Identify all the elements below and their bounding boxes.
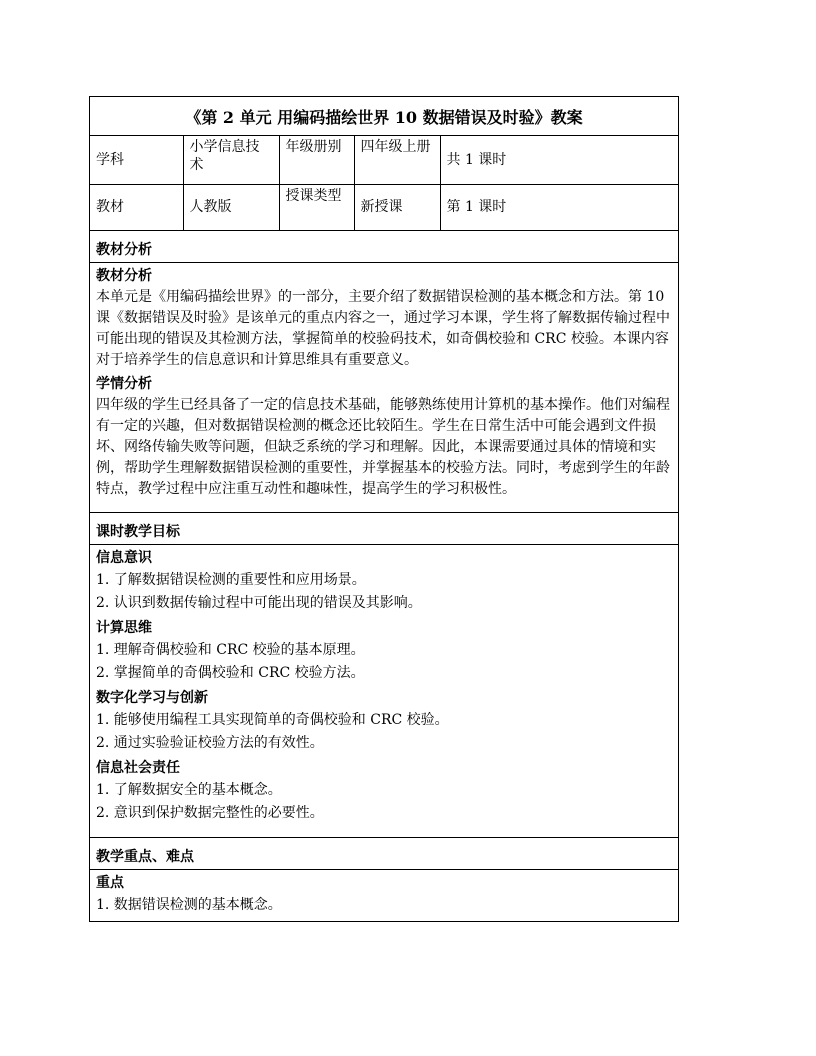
meta-table (90, 136, 678, 231)
goal-item: 2. 掌握简单的奇偶校验和 CRC 校验方法。 (96, 664, 365, 681)
subject-label: 学科 (90, 136, 183, 184)
key-point-title: 重点 (96, 874, 124, 891)
key-point-item: 1. 数据错误检测的基本概念。 (96, 896, 282, 913)
subject-value: 小学信息技术 (183, 136, 279, 184)
goal-item: 1. 了解数据错误检测的重要性和应用场景。 (96, 571, 366, 588)
student-analysis-text: 四年级的学生已经具备了一定的信息技术基础，能够熟练使用计算机的基本操作。他们对编程有一定的兴趣，但对数据错误检测的概念还比较陌生。学生在日常生活中可能会遇到文件损坏、网络传输失败等问题，但缺乏系统的学习和理解。因此，本课需要通过具体的情境和实例，帮助学生理解数据错误检测的重要性，并掌握基本的校验方法。同时，考虑到学生的年龄特点，教学过程中应注重互动性和趣味性，提高学生的学习积极性。 (96, 396, 670, 497)
goals-heading: 课时教学目标 (90, 513, 678, 545)
total-hours: 共 1 课时 (440, 136, 678, 184)
goals-section (90, 513, 678, 838)
analysis-section (90, 231, 678, 513)
grade-label: 年级册别 (279, 136, 354, 184)
goal-item: 1. 了解数据安全的基本概念。 (96, 781, 282, 798)
goal-group-title: 数字化学习与创新 (96, 689, 208, 706)
current-hour: 第 1 课时 (440, 184, 678, 230)
goal-item: 2. 认识到数据传输过程中可能出现的错误及其影响。 (96, 594, 422, 611)
goal-item: 2. 意识到保护数据完整性的必要性。 (96, 804, 324, 821)
goal-item: 2. 通过实验验证校验方法的有效性。 (96, 734, 324, 751)
goal-group-title: 计算思维 (96, 619, 152, 636)
goal-group-title: 信息意识 (96, 549, 152, 566)
key-points-heading: 教学重点、难点 (90, 838, 678, 870)
goal-item: 1. 能够使用编程工具实现简单的奇偶校验和 CRC 校验。 (96, 711, 449, 728)
analysis-heading: 教材分析 (90, 231, 678, 263)
meta-row-1 (90, 136, 678, 184)
goal-group-title: 信息社会责任 (96, 759, 180, 776)
goal-item: 1. 理解奇偶校验和 CRC 校验的基本原理。 (96, 641, 365, 658)
lesson-type-value: 新授课 (354, 184, 440, 230)
material-analysis-text: 本单元是《用编码描绘世界》的一部分，主要介绍了数据错误检测的基本概念和方法。第 10 课《数据错误及时验》是该单元的重点内容之一，通过学习本课，学生将了解数据传输过程中可能出现的错误及其检测方法，掌握简单的校验码技术，如奇偶校验和 CRC 校验。本课内容对于培养学生的信息意识和计算思维具有重要意义。 (96, 288, 670, 368)
grade-value: 四年级上册 (354, 136, 440, 184)
textbook-value: 人教版 (183, 184, 279, 230)
material-analysis-title: 教材分析 (96, 267, 152, 284)
lesson-plan-table (89, 96, 679, 922)
key-points-section (90, 838, 678, 921)
textbook-label: 教材 (90, 184, 183, 230)
document-title: 《第 2 单元 用编码描绘世界 10 数据错误及时验》教案 (90, 97, 678, 136)
meta-row-2 (90, 184, 678, 230)
student-analysis-title: 学情分析 (96, 375, 152, 392)
lesson-type-label: 授课类型 (279, 184, 354, 230)
